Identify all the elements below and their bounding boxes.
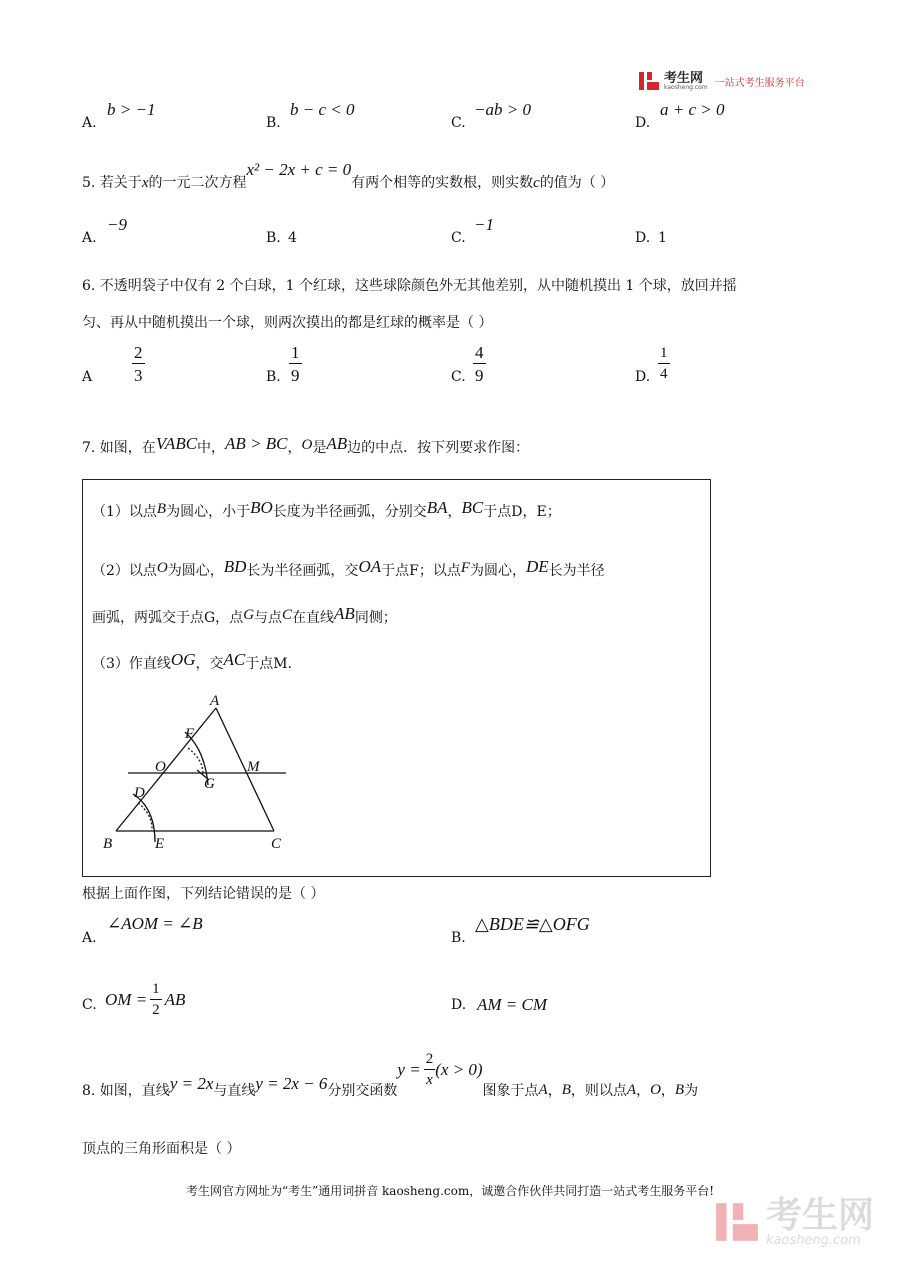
watermark-cn: 考生网 <box>766 1194 875 1236</box>
q4-option-b-label: B. <box>266 115 281 131</box>
point-c-label: C <box>271 836 282 852</box>
q7-step-1: （1）以点B为圆心，小于BO长度为半径画弧，分别交BA，BC于点D，E； <box>92 498 561 520</box>
point-m-label: M <box>247 759 260 775</box>
segment-ac <box>216 708 274 831</box>
point-a-label: A <box>210 693 220 709</box>
q8-line-2: 顶点的三角形面积是（ ） <box>82 1141 241 1157</box>
q5-stem: 5. 若关于x的一元二次方程x² − 2x + c = 0有两个相等的实数根，则实数c的值为（ ） <box>82 160 615 191</box>
q7-step-3: （3）作直线OG，交AC于点M. <box>92 650 293 672</box>
q4-option-c: −ab > 0 <box>474 100 531 119</box>
q7-option-d: AM = CM <box>477 995 548 1014</box>
header-logo <box>638 70 805 92</box>
q8-stem: 8. 如图，直线 y = 2x 与直线 y = 2x − 6 分别交函数 y = $\frac{2}{x}$ (x > 0) 图象于点 A ， B ，则以点 A ， O ， B 为 <box>82 1051 699 1099</box>
q4-option-d-label: D. <box>635 115 651 131</box>
arc-fg-dashed <box>188 748 203 773</box>
q7-geometry-figure <box>95 690 295 860</box>
q7-step-2b: 画弧，两弧交于点G，点G与点C在直线AB同侧； <box>92 604 397 626</box>
arc-de-dashed <box>138 803 152 831</box>
q7-stem: 7. 如图，在VABC中，AB > BC，O是AB边的中点．按下列要求作图： <box>82 434 530 456</box>
watermark <box>714 1194 875 1248</box>
point-f-label: F <box>185 726 195 742</box>
q5-option-a: −9 <box>107 215 127 234</box>
point-g-label: G <box>204 776 215 792</box>
point-e-label: E <box>155 836 165 852</box>
page-footer: 考生网官方网址为“考生”通用词拼音 kaosheng.com，诚邀合作伙伴共同打造一站式考生服务平台! <box>185 1184 715 1198</box>
arc-de <box>133 794 155 842</box>
q6-option-c: $\frac{4}{9}$ <box>475 343 484 385</box>
q6-option-d: $\frac{1}{4}$ <box>660 345 668 382</box>
logo-en: kaosheng.com <box>664 83 708 91</box>
header-slogan: 一站式考生服务平台 <box>714 77 805 89</box>
q4-option-d: a + c > 0 <box>660 100 725 119</box>
q7-option-c: OM = $\frac{1}{2}$ AB <box>105 981 186 1018</box>
q6-line-1: 6. 不透明袋子中仅有 2 个白球，1 个红球，这些球除颜色外无其他差别，从中随机摸出 1 个球，放回并摇 <box>82 278 737 294</box>
q4-option-a: b > −1 <box>107 100 156 119</box>
q5-option-d: 1 <box>658 230 667 246</box>
point-b-label: B <box>103 836 113 852</box>
q4-option-a-label: A. <box>82 115 97 131</box>
q7-question: 根据上面作图，下列结论错误的是（ ） <box>82 886 325 902</box>
q5-option-c: −1 <box>474 215 494 234</box>
point-d-label: D <box>134 785 145 801</box>
watermark-en: kaosheng.com <box>766 1232 861 1248</box>
kaosheng-logo-icon <box>638 70 660 92</box>
q7-step-2a: （2）以点O为圆心，BD长为半径画弧，交OA于点F；以点F为圆心，DE长为半径 <box>92 557 605 579</box>
watermark-logo-icon <box>714 1197 760 1247</box>
q5-equation: x² − 2x + c = 0 <box>246 160 352 179</box>
q4-option-b: b − c < 0 <box>290 100 355 119</box>
point-o-label: O <box>155 759 166 775</box>
q7-option-a: ∠AOM = ∠B <box>107 914 203 933</box>
q7-option-b: △BDE≌△OFG <box>475 914 590 934</box>
q5-option-b: 4 <box>288 230 297 246</box>
q6-line-2: 匀、再从中随机摸出一个球，则两次摸出的都是红球的概率是（ ） <box>82 315 493 331</box>
q6-option-b: $\frac{1}{9}$ <box>291 343 300 385</box>
segment-ba <box>116 708 216 831</box>
q4-option-c-label: C. <box>451 115 466 131</box>
logo-cn: 考生网 <box>664 70 704 86</box>
q6-option-a: $\frac{2}{3}$ <box>134 343 143 385</box>
